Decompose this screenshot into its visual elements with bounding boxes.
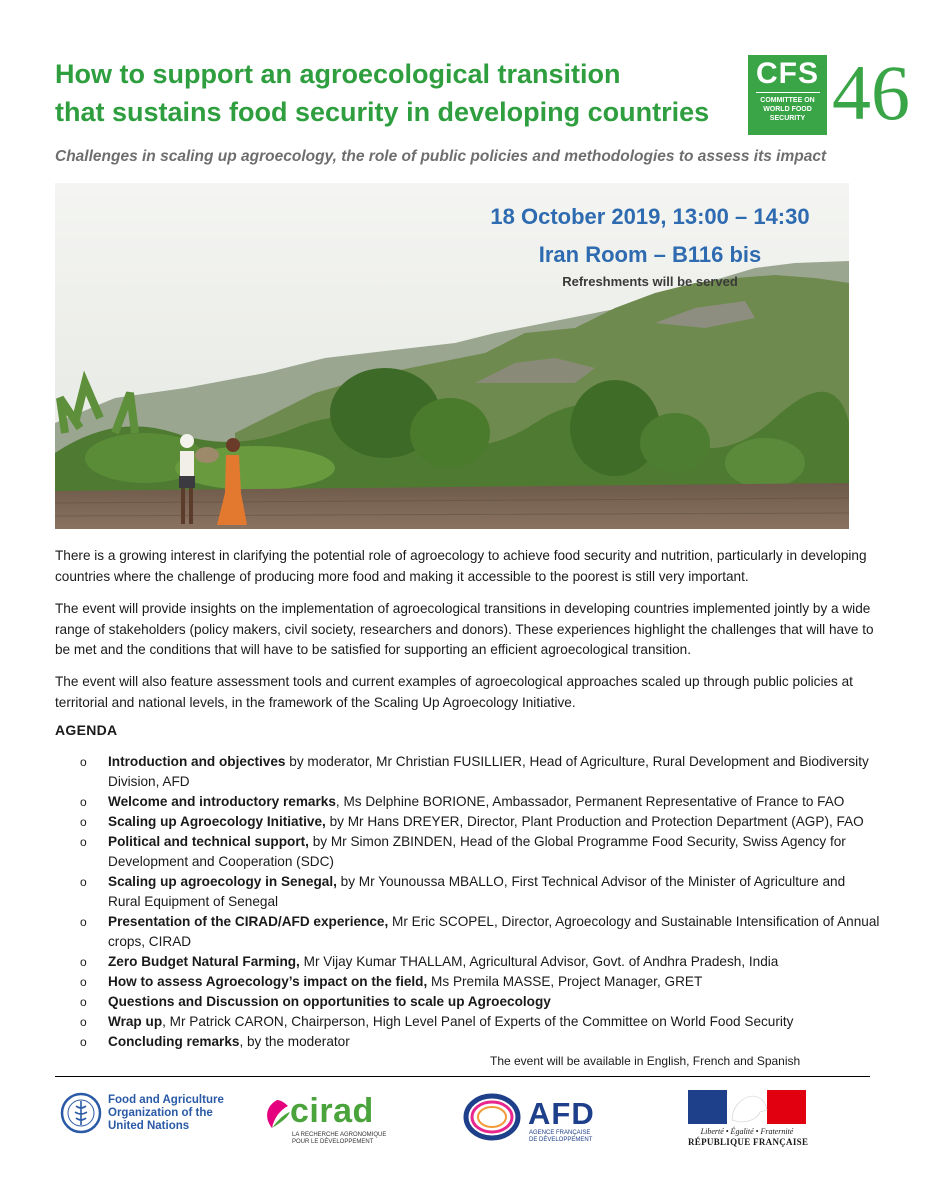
agenda-item-title: How to assess Agroecology’s impact on the field, xyxy=(108,974,428,989)
cfs-logo-box xyxy=(748,55,827,135)
agenda-item-detail: , Ms Delphine BORIONE, Ambassador, Permanent Representative of France to FAO xyxy=(335,794,845,809)
agenda-item xyxy=(80,872,880,912)
cfs-divider xyxy=(756,92,820,93)
agenda-item-detail: Mr Eric SCOPEL, Director, Agroecology and Sustainable Intensification of Annual crops, CIRAD xyxy=(108,914,880,949)
agenda-item-detail: Mr Vijay Kumar THALLAM, Agricultural Advisor, Govt. of Andhra Pradesh, India xyxy=(299,954,779,969)
fao-line-2: Organization of the xyxy=(108,1107,213,1119)
rf-motto: Liberté • Égalité • Fraternité xyxy=(700,1127,794,1136)
cfs-letters: CFS xyxy=(756,57,819,90)
agenda-item xyxy=(80,792,880,812)
agenda-item-detail: by Mr Younoussa MBALLO, First Technical Advisor of the Minister of Agriculture and Rural Equipment of Senegal xyxy=(108,874,846,909)
event-date: 18 October 2019, 13:00 – 14:30 xyxy=(490,204,810,229)
fao-name xyxy=(108,1094,224,1133)
afd-tagline xyxy=(529,1130,592,1144)
footer-divider xyxy=(55,1076,870,1077)
afd-tagline-2: DE DÉVELOPPEMENT xyxy=(529,1137,593,1143)
agenda-item-title: Presentation of the CIRAD/AFD experience, xyxy=(108,914,389,929)
intro-paragraph-3: The event will also feature assessment tools and current examples of agroecological approaches scaled up through public policies at territorial and national levels, in the framework of the Scaling Up Agroecology Initiative. xyxy=(55,674,853,710)
agenda-item-detail: by moderator, Mr Christian FUSILLIER, Head of Agriculture, Rural Development and Biodiversity Division, AFD xyxy=(108,754,869,789)
agenda-item-title: Wrap up xyxy=(108,1014,163,1029)
cirad-tagline xyxy=(292,1132,386,1146)
afd-ring-icon xyxy=(462,1092,522,1142)
bullet-icon: o xyxy=(80,755,87,769)
agenda-item xyxy=(80,752,880,792)
language-note: The event will be available in English, French and Spanish xyxy=(490,1054,801,1068)
marianne-flag-icon xyxy=(688,1090,806,1124)
cfs-sub-1: COMMITTEE ON xyxy=(760,97,815,104)
agenda-item-title: Zero Budget Natural Farming, xyxy=(108,954,300,969)
agenda-item xyxy=(80,972,880,992)
intro-paragraph-2: The event will provide insights on the implementation of agroecological transitions in developing countries implemented jointly by a wide range of stakeholders (policy makers, civil society, researchers and donors). These experiences highlight the challenges that will have to be met and the conditions that will have to be satisfied for supporting an efficient agroecological transition. xyxy=(55,601,874,657)
bullet-icon: o xyxy=(80,975,87,989)
title-line-1: How to support an agroecological transition xyxy=(55,59,621,89)
refreshments-note: Refreshments will be served xyxy=(562,274,738,289)
cfs-46-logo xyxy=(748,49,913,137)
agenda-item xyxy=(80,912,880,952)
event-subtitle: Challenges in scaling up agroecology, the role of public policies and methodologies to assess its impact xyxy=(55,148,827,165)
agenda-heading: AGENDA xyxy=(55,722,118,738)
agenda-item xyxy=(80,812,880,832)
fao-logo xyxy=(60,1092,230,1140)
cirad-tagline-1: LA RECHERCHE AGRONOMIQUE xyxy=(292,1132,387,1138)
bullet-icon: o xyxy=(80,815,87,829)
bullet-icon: o xyxy=(80,955,87,969)
bullet-icon: o xyxy=(80,835,87,849)
intro-paragraph-1: There is a growing interest in clarifying the potential role of agroecology to achieve food security and nutrition, particularly in developing countries where the challenge of producing more food and making it accessible to the poorest is still very important. xyxy=(55,548,867,584)
agenda-list xyxy=(80,752,880,1052)
fao-emblem-icon xyxy=(60,1092,102,1134)
agenda-item xyxy=(80,992,880,1012)
fao-line-1: Food and Agriculture xyxy=(108,1094,224,1106)
rf-name: RÉPUBLIQUE FRANÇAISE xyxy=(688,1137,809,1147)
cirad-tagline-2: POUR LE DÉVELOPPEMENT xyxy=(292,1139,374,1145)
cfs-sub-3: SECURITY xyxy=(769,115,806,122)
bullet-icon: o xyxy=(80,995,87,1009)
agenda-item-detail: , by the moderator xyxy=(239,1034,350,1049)
cfs-session-number: 46 xyxy=(832,49,910,136)
agenda-item xyxy=(80,952,880,972)
event-room: Iran Room – B116 bis xyxy=(538,242,762,267)
title-line-2: that sustains food security in developing countries xyxy=(55,97,710,127)
agenda-item-title: Welcome and introductory remarks xyxy=(108,794,336,809)
landscape-illustration xyxy=(55,183,849,529)
bullet-icon: o xyxy=(80,875,87,889)
fao-line-3: United Nations xyxy=(108,1120,190,1132)
agenda-item-detail: , Mr Patrick CARON, Chairperson, High Level Panel of Experts of the Committee on World Food Security xyxy=(162,1014,794,1029)
agenda-item-title: Scaling up Agroecology Initiative, xyxy=(108,814,326,829)
bullet-icon: o xyxy=(80,795,87,809)
afd-tagline-1: AGENCE FRANÇAISE xyxy=(529,1130,591,1136)
bullet-icon: o xyxy=(80,915,87,929)
agenda-item-detail: by Mr Simon ZBINDEN, Head of the Global Programme Food Security, Swiss Agency for Development and Cooperation (SDC) xyxy=(108,834,846,869)
agenda-item-title: Concluding remarks xyxy=(108,1034,240,1049)
agenda-item-title: Scaling up agroecology in Senegal, xyxy=(108,874,337,889)
afd-logo xyxy=(462,1092,602,1142)
cirad-wordmark: cirad xyxy=(290,1092,374,1130)
agenda-item-title: Questions and Discussion on opportunities to scale up Agroecology xyxy=(108,994,551,1009)
republique-francaise-logo xyxy=(688,1090,809,1152)
cirad-logo xyxy=(262,1092,402,1146)
bullet-icon: o xyxy=(80,1015,87,1029)
cfs-sub-2: WORLD FOOD xyxy=(763,106,812,113)
agenda-item-detail: by Mr Hans DREYER, Director, Plant Production and Protection Department (AGP), FAO xyxy=(325,814,864,829)
cirad-leaf-icon xyxy=(262,1098,292,1132)
agenda-item xyxy=(80,1012,880,1032)
bullet-icon: o xyxy=(80,1035,87,1049)
agenda-item-detail: Ms Premila MASSE, Project Manager, GRET xyxy=(427,974,703,989)
afd-wordmark: AFD xyxy=(528,1096,595,1131)
agenda-item xyxy=(80,1032,880,1052)
agenda-item-title: Political and technical support, xyxy=(108,834,309,849)
hero-photo xyxy=(55,183,849,529)
agenda-item-title: Introduction and objectives xyxy=(108,754,286,769)
agenda-item xyxy=(80,832,880,872)
event-title xyxy=(55,55,745,131)
